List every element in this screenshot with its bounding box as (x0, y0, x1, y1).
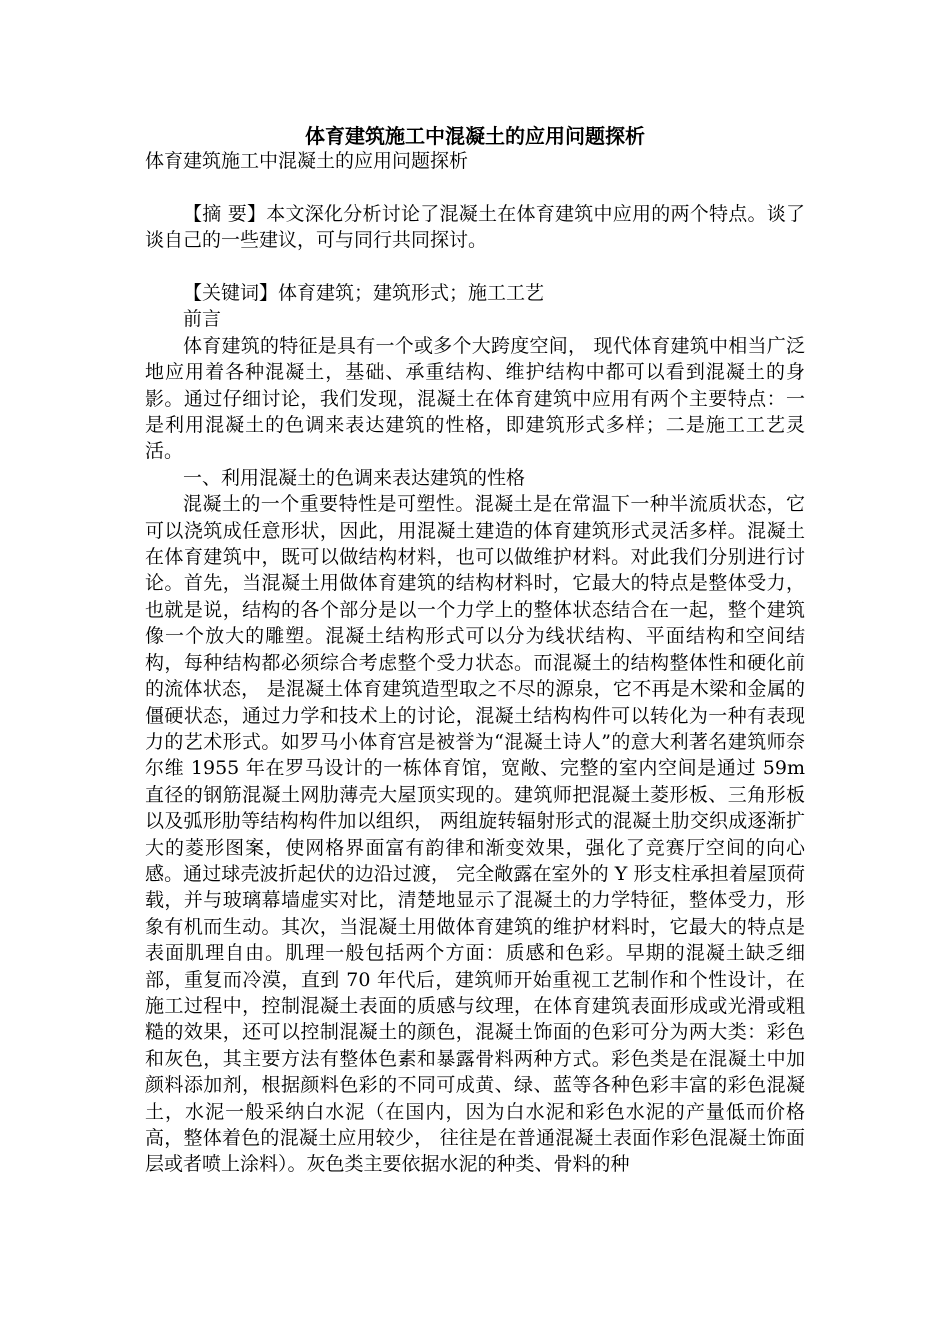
abstract-paragraph: 【摘 要】本文深化分析讨论了混凝土在体育建筑中应用的两个特点。谈了谈自己的一些建议，可与同行共同探讨。 (145, 202, 805, 252)
keywords-line: 【关键词】体育建筑；建筑形式；施工工艺 (183, 282, 545, 304)
section-1-heading: 一、利用混凝土的色调来表达建筑的性格 (183, 466, 526, 489)
document-title: 体育建筑施工中混凝土的应用问题探析 (305, 124, 645, 148)
blank-line (145, 254, 805, 280)
blank-line (145, 174, 805, 200)
document-body (145, 148, 805, 1178)
preface-paragraph: 体育建筑的特征是具有一个或多个大跨度空间， 现代体育建筑中相当广泛地应用着各种混凝土，基础、承重结构、维护结构中都可以看到混凝土的身影。通过仔细讨论，我们发现，混凝土在体育建筑中应用有两个主要特点：一是利用混凝土的色调来表达建筑的性格，即建筑形式多样；二是施工工艺灵活。 (145, 334, 805, 463)
document-subtitle: 体育建筑施工中混凝土的应用问题探析 (145, 150, 469, 172)
preface-heading: 前言 (183, 308, 222, 331)
section-1-paragraph: 混凝土的一个重要特性是可塑性。混凝土是在常温下一种半流质状态，它可以浇筑成任意形状，因此，用混凝土建造的体育建筑形式灵活多样。混凝土在体育建筑中，既可以做结构材料，也可以做维护材料。对此我们分别进行讨论。首先，当混凝土用做体育建筑的结构材料时，它最大的特点是整体受力，也就是说，结构的各个部分是以一个力学上的整体状态结合在一起，整个建筑像一个放大的雕塑。混凝土结构形式可以分为线状结构、平面结构和空间结构，每种结构都必须综合考虑整个受力状态。而混凝土的结构整体性和硬化前的流体状态， 是混凝土体育建筑造型取之不尽的源泉，它不再是木梁和金属的僵硬状态，通过力学和技术上的讨论，混凝土结构构件可以转化为一种有表现力的艺术形式。如罗马小体育宫是被誉为“混凝土诗人”的意大利著名建筑师奈尔维 1955 年在罗马设计的一栋体育馆，宽敞、完整的室内空间是通过 59m 直径的钢筋混凝土网肋薄壳大屋顶实现的。建筑师把混凝土菱形板、三角形板以及弧形肋等结构构件加以组织， 两组旋转辐射形式的混凝土肋交织成逐渐扩大的菱形图案，使网格界面富有韵律和渐变效果，强化了竞赛厅空间的向心感。通过球壳波折起伏的边沿过渡， 完全敞露在室外的 Y 形支柱承担着屋顶荷载，并与玻璃幕墙虚实对比，清楚地显示了混凝土的力学特征，整体受力，形象有机而生动。其次，当混凝土用做体育建筑的维护材料时，它最大的特点是表面肌理自由。肌理一般包括两个方面：质感和色彩。早期的混凝土缺乏细部，重复而冷漠，直到 70 年代后，建筑师开始重视工艺制作和个性设计，在施工过程中，控制混凝土表面的质感与纹理，在体育建筑表面形成或光滑或粗糙的效果，还可以控制混凝土的颜色，混凝土饰面的色彩可分为两大类：彩色和灰色，其主要方法有整体色素和暴露骨料两种方式。彩色类是在混凝土中加颜料添加剂，根据颜料色彩的不同可成黄、绿、蓝等各种色彩丰富的彩色混凝土，水泥一般采纳白水泥（在国内，因为白水泥和彩色水泥的产量低而价格高，整体着色的混凝土应用较少， 往往是在普通混凝土表面作彩色混凝土饰面层或者喷上涂料）。灰色类主要依据水泥的种类、骨料的种 (145, 493, 805, 1176)
